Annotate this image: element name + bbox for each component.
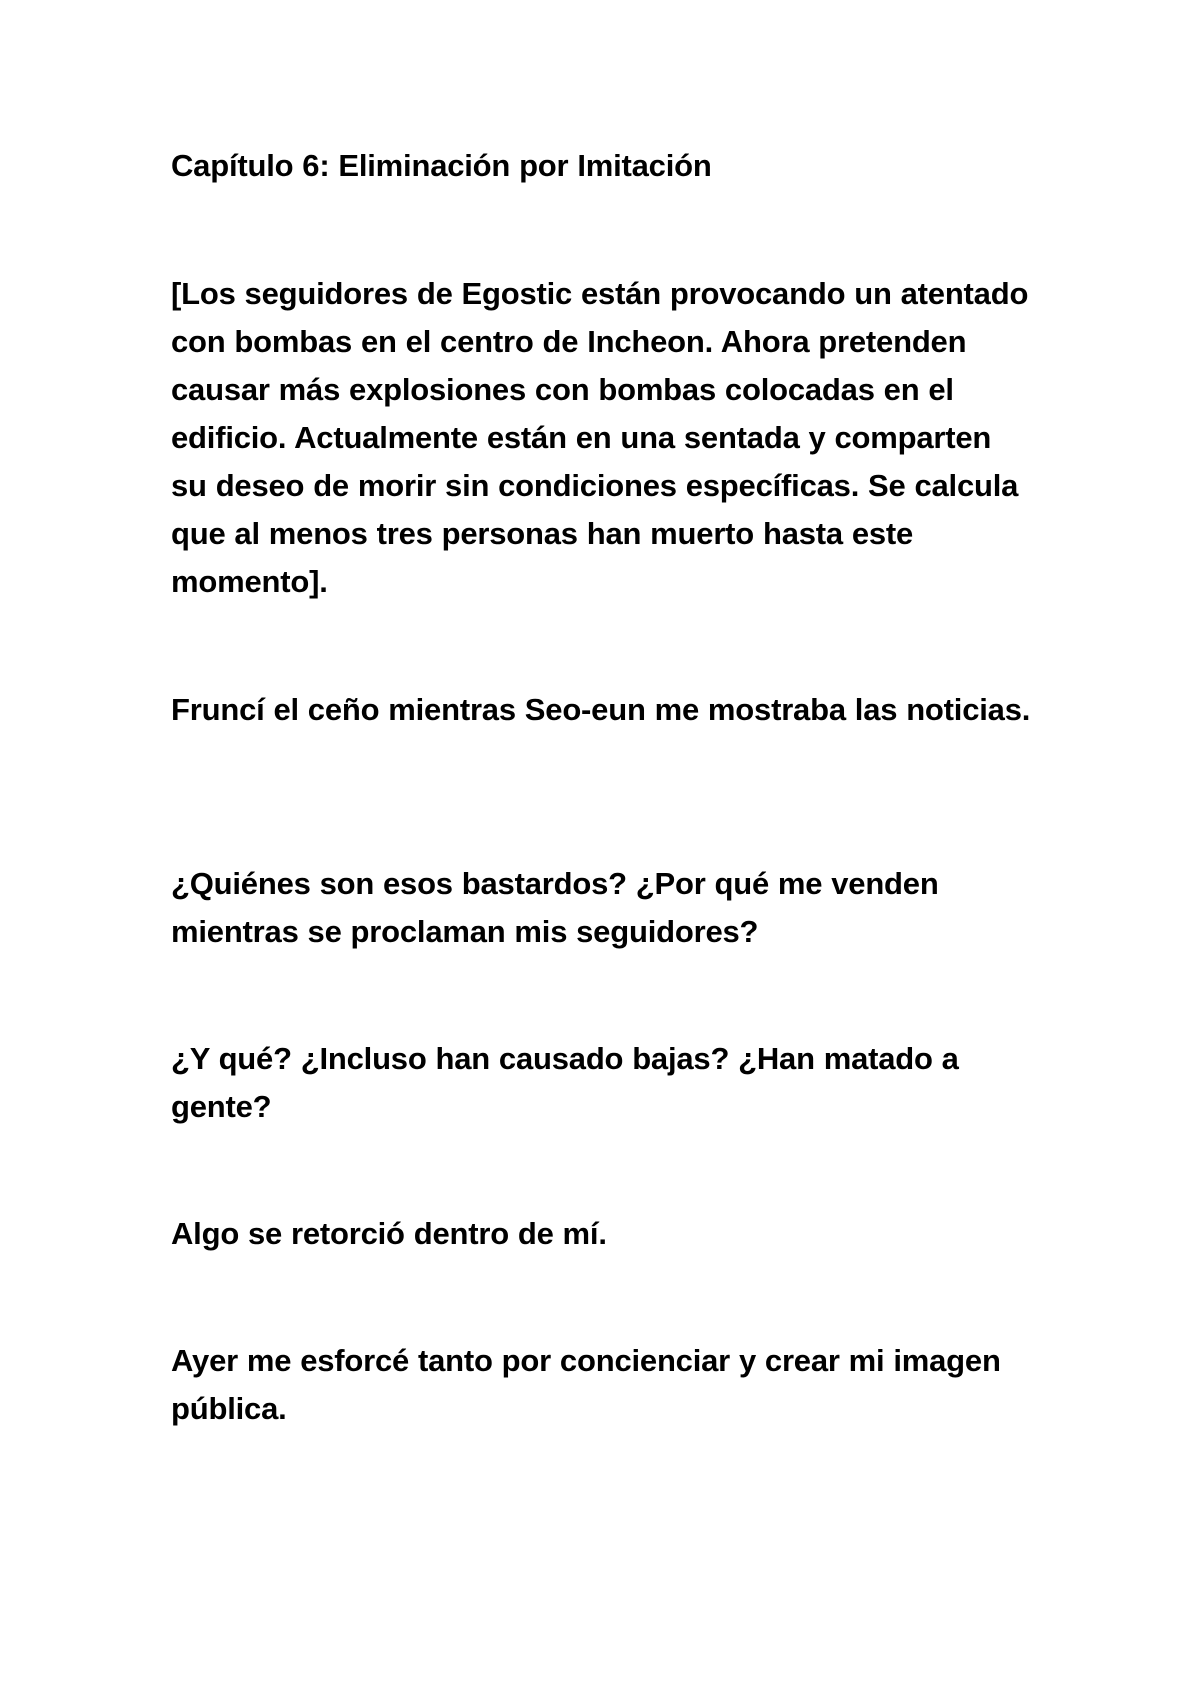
paragraph: Fruncí el ceño mientras Seo-eun me mostraba las noticias. <box>171 692 1031 727</box>
paragraph: ¿Y qué? ¿Incluso han causado bajas? ¿Han matado a gente? <box>171 1041 959 1124</box>
paragraph-news-report: [Los seguidores de Egostic están provocando un atentado con bombas en el centro de Incheon. Ahora pretenden causar más explosiones con bombas colocadas en el edificio. Actualmente están en una sentada y comparten su deseo de morir sin condiciones específicas. Se calcula que al menos tres personas han muerto hasta este momento]. <box>171 276 1029 599</box>
paragraph: Ayer me esforcé tanto por concienciar y crear mi imagen pública. <box>171 1343 1001 1426</box>
paragraph: ¿Quiénes son esos bastardos? ¿Por qué me venden mientras se proclaman mis seguidores? <box>171 866 939 949</box>
chapter-title: Capítulo 6: Eliminación por Imitación <box>171 148 712 183</box>
paragraph: Algo se retorció dentro de mí. <box>171 1216 607 1251</box>
